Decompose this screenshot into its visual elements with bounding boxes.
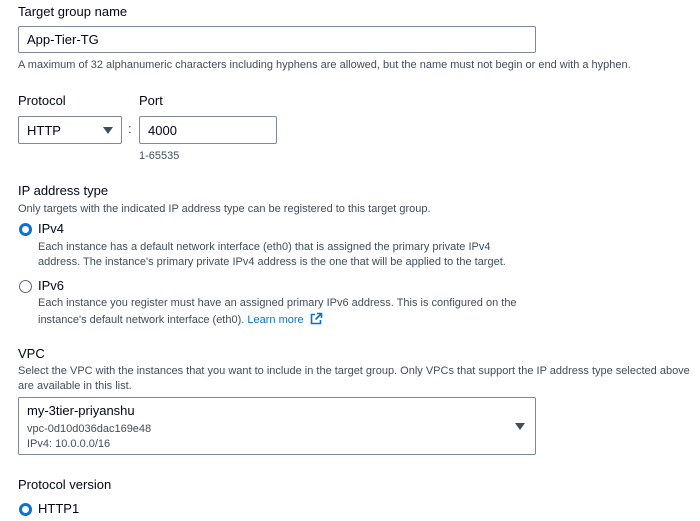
ipv6-description-line1: Each instance you register must have an assigned primary IPv6 address. This is configured on the xyxy=(38,297,517,309)
vpc-selected-cidr: IPv4: 10.0.0.0/16 xyxy=(27,438,111,450)
vpc-description-line2: are available in this list. xyxy=(18,380,132,392)
protocol-value: HTTP xyxy=(27,122,61,138)
ipv6-description-line2 xyxy=(38,312,323,326)
external-link-icon xyxy=(309,312,323,326)
protocol-label: Protocol xyxy=(18,93,66,108)
protocol-select[interactable] xyxy=(18,116,122,144)
ipv6-description-line2-text: instance's default network interface (eth0). xyxy=(38,314,245,326)
protocol-port-separator: : xyxy=(128,121,132,136)
port-hint: 1-65535 xyxy=(139,150,180,162)
vpc-selected-name: my-3tier-priyanshu xyxy=(27,403,135,418)
vpc-select[interactable] xyxy=(18,397,536,455)
ip-address-type-description: Only targets with the indicated IP address type can be registered to this target group. xyxy=(18,203,431,215)
caret-down-icon xyxy=(103,127,113,134)
radio-http1[interactable] xyxy=(19,503,32,516)
target-group-name-input[interactable] xyxy=(18,26,536,53)
radio-ipv4-label: IPv4 xyxy=(38,221,65,236)
radio-ipv4[interactable] xyxy=(19,223,32,236)
ip-address-type-title: IP address type xyxy=(18,183,109,198)
port-value: 4000 xyxy=(148,122,177,138)
radio-ipv6[interactable] xyxy=(19,280,32,293)
target-group-name-hint: A maximum of 32 alphanumeric characters including hyphens are allowed, but the name must not begin or end with a hyphen. xyxy=(18,59,631,71)
ipv4-description-line2: address. The instance's primary private IPv4 address is the one that will be applied to the target. xyxy=(38,256,506,268)
vpc-title: VPC xyxy=(18,346,45,361)
ipv4-description-line1: Each instance has a default network interface (eth0) that is assigned the primary private IPv4 xyxy=(38,241,491,253)
protocol-version-title: Protocol version xyxy=(18,477,112,492)
learn-more-link[interactable] xyxy=(247,314,322,326)
port-input[interactable] xyxy=(139,116,277,144)
vpc-description-line1: Select the VPC with the instances that you want to include in the target group. Only VPCs that support the IP address type selected above xyxy=(18,365,690,377)
target-group-name-label: Target group name xyxy=(18,4,128,19)
vpc-selected-id: vpc-0d10d036dac169e48 xyxy=(27,423,152,435)
radio-http1-label: HTTP1 xyxy=(38,501,80,516)
learn-more-link-text: Learn more xyxy=(247,314,304,326)
port-label: Port xyxy=(139,93,163,108)
target-group-name-value: App-Tier-TG xyxy=(27,32,99,47)
caret-down-icon xyxy=(515,423,525,430)
radio-ipv6-label: IPv6 xyxy=(38,278,65,293)
